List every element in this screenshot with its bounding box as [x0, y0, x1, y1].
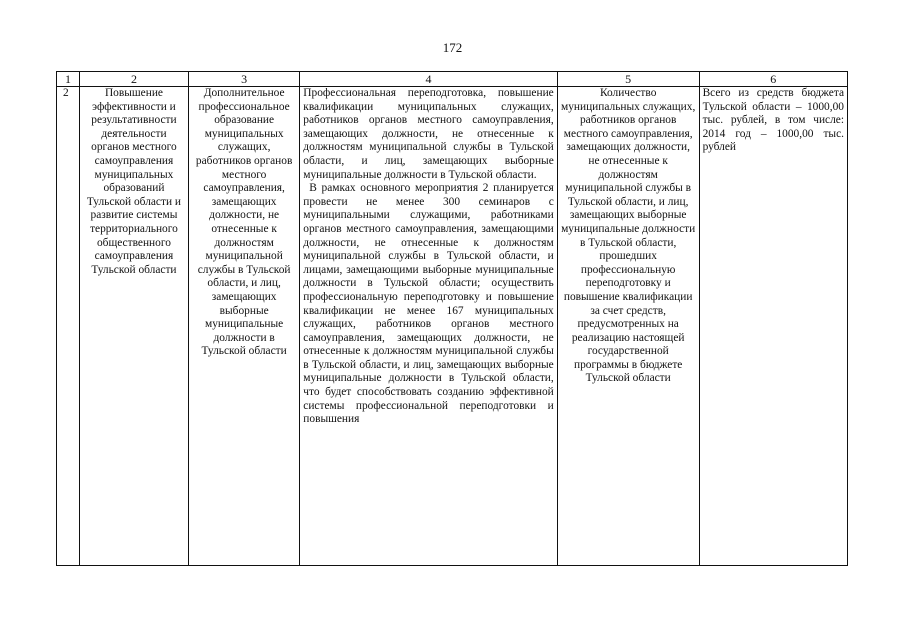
activity-cell: Дополнительное профессиональное образование муниципальных служащих, работников органов местного самоуправления, замещающих должности, не отнесенные к должностям муниципальной службы в Тульской области, и лиц, замещающих выборные муниципальные должности в Тульской области	[189, 87, 300, 566]
header-cell-4: 4	[300, 72, 557, 87]
header-cell-1: 1	[57, 72, 80, 87]
table-header-row	[57, 72, 848, 87]
description-paragraph-1: Профессиональная переподготовка, повышение квалификации муниципальных служащих, работников органов местного самоуправления, замещающих должности, не отнесенные к должностям муниципальной службы в Тульской области, и лиц, замещающих выборные муниципальные должности в Тульской области.	[303, 87, 554, 181]
header-cell-6: 6	[699, 72, 847, 87]
goal-cell: Повышение эффективности и результативности деятельности органов местного самоуправления муниципальных образований Тульской области и развитие системы территориального общественного самоуправления Тульской области	[79, 87, 188, 566]
indicator-cell: Количество муниципальных служащих, работников органов местного самоуправления, замещающих должности, не отнесенные к должностям муниципальной службы в Тульской области, и лиц, замещающих выборные муниципальные должности в Тульской области, прошедших профессиональную переподготовку и повышение квалификации за счет средств, предусмотренных на реализацию настоящей государственной программы в бюджете Тульской области	[557, 87, 699, 566]
description-cell	[300, 87, 557, 566]
row-number-cell: 2	[57, 87, 80, 566]
funding-cell: Всего из средств бюджета Тульской области – 1000,00 тыс. рублей, в том числе: 2014 год – 1000,00 тыс. рублей	[699, 87, 847, 566]
header-cell-3: 3	[189, 72, 300, 87]
table-row	[57, 87, 848, 566]
program-table	[56, 71, 848, 566]
description-paragraph-2: В рамках основного мероприятия 2 планируется провести не менее 300 семинаров с муниципальными служащими, работниками органов местного самоуправления, замещающими должности, не отнесенные к должностям муниципальной службы в Тульской области, и лицами, замещающими выборные муниципальные должности в Тульской области; осуществить профессиональную переподготовку и повышение квалификации не менее 167 муниципальных служащих, работников органов местного самоуправления, замещающих должности, не отнесенные к должностям муниципальной службы в Тульской области, и лиц, замещающих выборные муниципальные должности в Тульской области, что будет способствовать созданию эффективной системы профессиональной переподготовки и повышения	[303, 182, 554, 426]
header-cell-5: 5	[557, 72, 699, 87]
header-cell-2: 2	[79, 72, 188, 87]
page-number: 172	[442, 40, 463, 55]
